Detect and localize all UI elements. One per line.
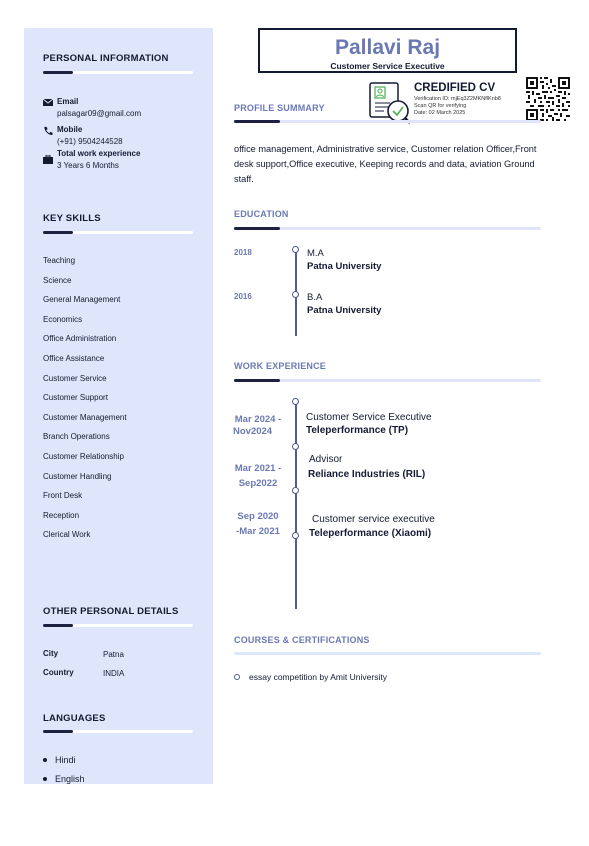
language-item: [43, 774, 85, 784]
profile-summary-title: PROFILE SUMMARY: [234, 103, 325, 113]
work-period-end: Nov2024: [233, 426, 273, 437]
education-institution: Patna University: [307, 261, 382, 272]
work-experience-title: WORK EXPERIENCE: [234, 361, 327, 371]
courses-title: COURSES & CERTIFICATIONS: [234, 635, 370, 645]
phone-icon: [43, 126, 53, 135]
bullet-icon: [43, 758, 47, 762]
badge-title: CREDIFIED CV: [414, 82, 496, 94]
skill-item: Customer Handling: [43, 472, 112, 481]
language-label: English: [55, 774, 85, 784]
work-timeline: [295, 402, 297, 609]
work-period: [230, 511, 286, 538]
language-item: [43, 755, 76, 765]
qr-code-icon[interactable]: [525, 76, 571, 122]
work-role: Customer Service Executive: [306, 412, 432, 423]
skill-item: Branch Operations: [43, 432, 110, 441]
skill-item: Customer Relationship: [43, 452, 124, 461]
skill-item: Science: [43, 276, 72, 285]
education-degree: B.A: [307, 292, 323, 303]
section-divider: [43, 231, 193, 234]
work-period: [230, 414, 286, 438]
work-period-start: Mar 2021 -: [234, 463, 282, 474]
work-role: Advisor: [309, 454, 343, 465]
bullet-icon: [234, 674, 240, 680]
scan-note: Scan QR for verifying: [414, 103, 467, 109]
mobile-label: Mobile: [57, 125, 83, 134]
bullet-icon: [43, 777, 47, 781]
mobile-value[interactable]: (+91) 9504244528: [57, 137, 123, 146]
skill-item: Customer Management: [43, 413, 127, 422]
education-degree: M.A: [307, 248, 324, 259]
skill-item: Clerical Work: [43, 530, 91, 539]
timeline-dot: [292, 443, 299, 450]
country-value: INDIA: [103, 669, 125, 678]
skill-item: General Management: [43, 295, 121, 304]
work-period-end: Sep2022: [238, 478, 278, 489]
experience-value: 3 Years 6 Months: [57, 161, 119, 170]
education-institution: Patna University: [307, 305, 382, 316]
skill-item: Customer Service: [43, 374, 107, 383]
languages-title: LANGUAGES: [43, 713, 106, 724]
education-year: 2016: [234, 292, 252, 301]
key-skills-title: KEY SKILLS: [43, 213, 101, 224]
skill-item: Front Desk: [43, 491, 83, 500]
skill-item: Teaching: [43, 256, 76, 265]
work-period-start: Sep 2020: [237, 511, 279, 522]
email-value[interactable]: palsagar09@gmail.com: [57, 109, 142, 118]
other-details-title: OTHER PERSONAL DETAILS: [43, 606, 179, 617]
course-label: essay competition by Amit University: [249, 672, 387, 682]
work-role: Customer service executive: [312, 514, 435, 525]
personal-info-title: PERSONAL INFORMATION: [43, 53, 169, 64]
city-value: Patna: [103, 650, 124, 659]
candidate-name: Pallavi Raj: [334, 36, 441, 59]
course-item: [234, 672, 387, 682]
language-label: Hindi: [55, 755, 76, 765]
section-divider: [234, 652, 541, 655]
skill-item: Office Assistance: [43, 354, 105, 363]
section-divider: [43, 624, 193, 627]
section-divider: [234, 379, 541, 382]
work-organization: Reliance Industries (RIL): [308, 469, 426, 480]
email-label: Email: [57, 97, 79, 106]
briefcase-icon: [43, 155, 53, 164]
sidebar: [24, 28, 213, 784]
work-period-end: -Mar 2021: [236, 526, 280, 537]
country-label: Country: [43, 668, 74, 677]
section-divider: [43, 71, 193, 74]
name-header: [258, 28, 517, 73]
work-period-start: Mar 2024 -: [234, 414, 282, 425]
timeline-dot: [292, 532, 299, 539]
work-organization: Teleperformance (TP): [306, 425, 409, 436]
education-title: EDUCATION: [234, 209, 289, 219]
skill-item: Economics: [43, 315, 83, 324]
badge-date: Date: 02 March 2025: [414, 110, 466, 116]
timeline-dot: [292, 398, 299, 405]
timeline-dot: [292, 246, 299, 253]
candidate-role: Customer Service Executive: [330, 61, 445, 71]
profile-summary-text: office management, Administrative service, Customer relation Officer,Front desk support,Office executive, Keeping records and data, aviation Ground staff.: [234, 144, 537, 184]
education-year: 2018: [234, 248, 252, 257]
experience-label: Total work experience: [57, 149, 141, 158]
skill-item: Customer Support: [43, 393, 108, 402]
section-divider: [234, 227, 541, 230]
skill-item: Office Administration: [43, 334, 117, 343]
timeline-dot: [292, 487, 299, 494]
work-period: [230, 463, 286, 490]
timeline-dot: [292, 291, 299, 298]
skill-item: Reception: [43, 511, 80, 520]
work-organization: Teleperformance (Xiaomi): [309, 528, 432, 539]
city-label: City: [43, 649, 59, 658]
email-icon: [43, 98, 53, 107]
section-divider: [43, 730, 193, 733]
section-divider: [234, 120, 541, 123]
verification-id: Verification ID: mjEq3Z2MKNflKnb8: [414, 96, 501, 102]
